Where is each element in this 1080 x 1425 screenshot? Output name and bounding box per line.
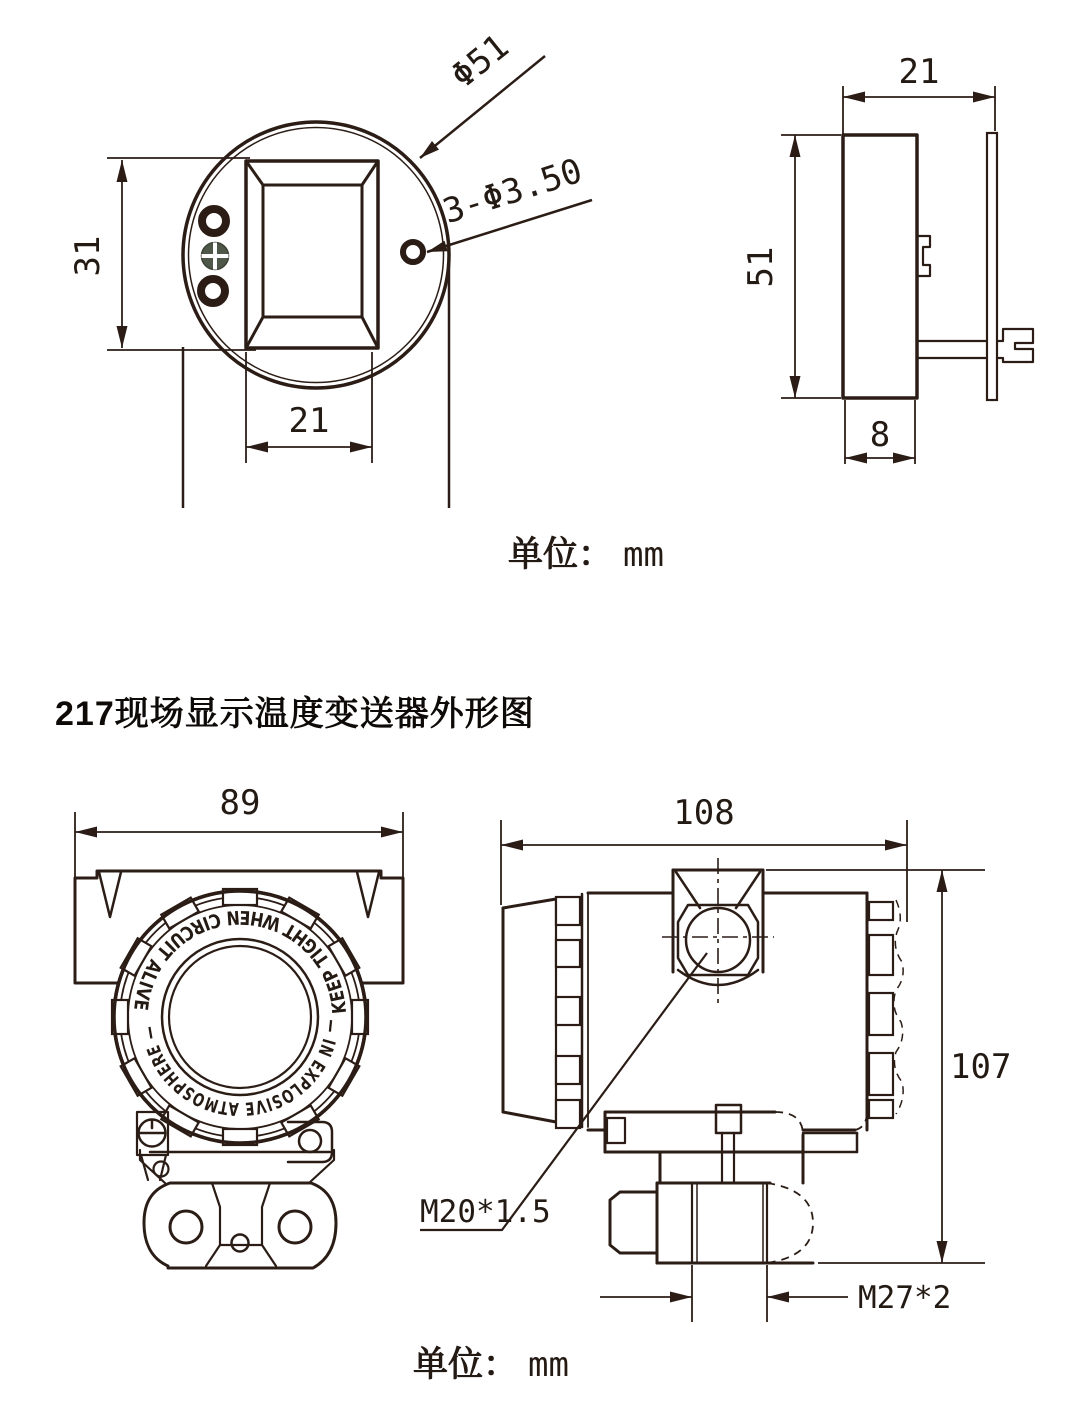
unit-value-top: mm xyxy=(623,535,664,575)
conduit-entry xyxy=(662,858,774,1005)
side-body xyxy=(588,893,903,1130)
yoke-bolt-right xyxy=(279,1211,311,1243)
dim-module-depth-label: 21 xyxy=(898,52,940,92)
leader-holes xyxy=(427,151,592,252)
module-front-view xyxy=(68,27,592,508)
dim-process-thread-label: M27*2 xyxy=(858,1280,952,1316)
side-cover xyxy=(503,894,588,1128)
module-clip xyxy=(917,236,930,276)
dim-transmitter-width-label: 89 xyxy=(219,783,261,823)
ground-screw xyxy=(137,1112,169,1180)
module-display-plate xyxy=(987,133,997,400)
dim-process-thread xyxy=(600,1265,951,1322)
process-connection xyxy=(610,1183,813,1263)
dim-transmitter-width xyxy=(75,783,403,880)
dim-module-side-height xyxy=(741,135,841,398)
leader-diameter xyxy=(420,27,545,158)
button-set xyxy=(202,243,229,270)
dim-module-thickness xyxy=(845,400,915,464)
unit-label-bottom: 单位： xyxy=(413,1345,519,1384)
dim-module-width-label: 21 xyxy=(288,401,330,441)
mounting-hole xyxy=(403,242,423,262)
yoke-bolt-left xyxy=(170,1211,202,1243)
transmitter-side-view xyxy=(420,793,1011,1322)
button-up xyxy=(202,209,226,233)
unit-note-bottom xyxy=(413,1337,569,1387)
unit-value-bottom: mm xyxy=(528,1345,569,1385)
yoke-center-hole xyxy=(232,1235,249,1252)
dim-transmitter-depth-label: 108 xyxy=(673,793,735,833)
process-neck xyxy=(657,1152,803,1183)
unit-label-top: 单位： xyxy=(508,535,614,574)
display-window xyxy=(246,161,378,348)
dim-module-height-label: 31 xyxy=(68,235,108,277)
dim-transmitter-height-label: 107 xyxy=(950,1047,1012,1087)
module-body-side xyxy=(843,135,917,398)
dim-module-thickness-label: 8 xyxy=(869,415,891,455)
dim-conduit-thread-label: M20*1.5 xyxy=(420,1194,551,1230)
dim-module-diameter-label: Φ51 xyxy=(443,26,517,97)
cover-text-top: KEEP TIGHT WHEN CIRCUIT ALIVE xyxy=(128,905,352,1015)
button-down xyxy=(201,279,225,303)
dim-module-width xyxy=(246,352,372,463)
module-side-view xyxy=(741,52,1033,464)
transmitter-front-view xyxy=(75,783,403,1268)
cover-text-bottom: — IN EXPLOSIVE ATMOSPHERE — xyxy=(137,1018,343,1120)
sensor-yoke xyxy=(144,1183,336,1268)
dim-module-holes-label: 3-Φ3.50 xyxy=(438,150,588,233)
dim-module-side-height-label: 51 xyxy=(741,246,781,288)
module-mounting-hook xyxy=(917,329,1033,362)
housing-cover xyxy=(112,889,368,1145)
mounting-plate xyxy=(605,1105,857,1183)
unit-note-top xyxy=(508,527,664,577)
section-title: 217现场显示温度变送器外形图 xyxy=(55,695,535,733)
leader-conduit-thread xyxy=(420,953,707,1230)
